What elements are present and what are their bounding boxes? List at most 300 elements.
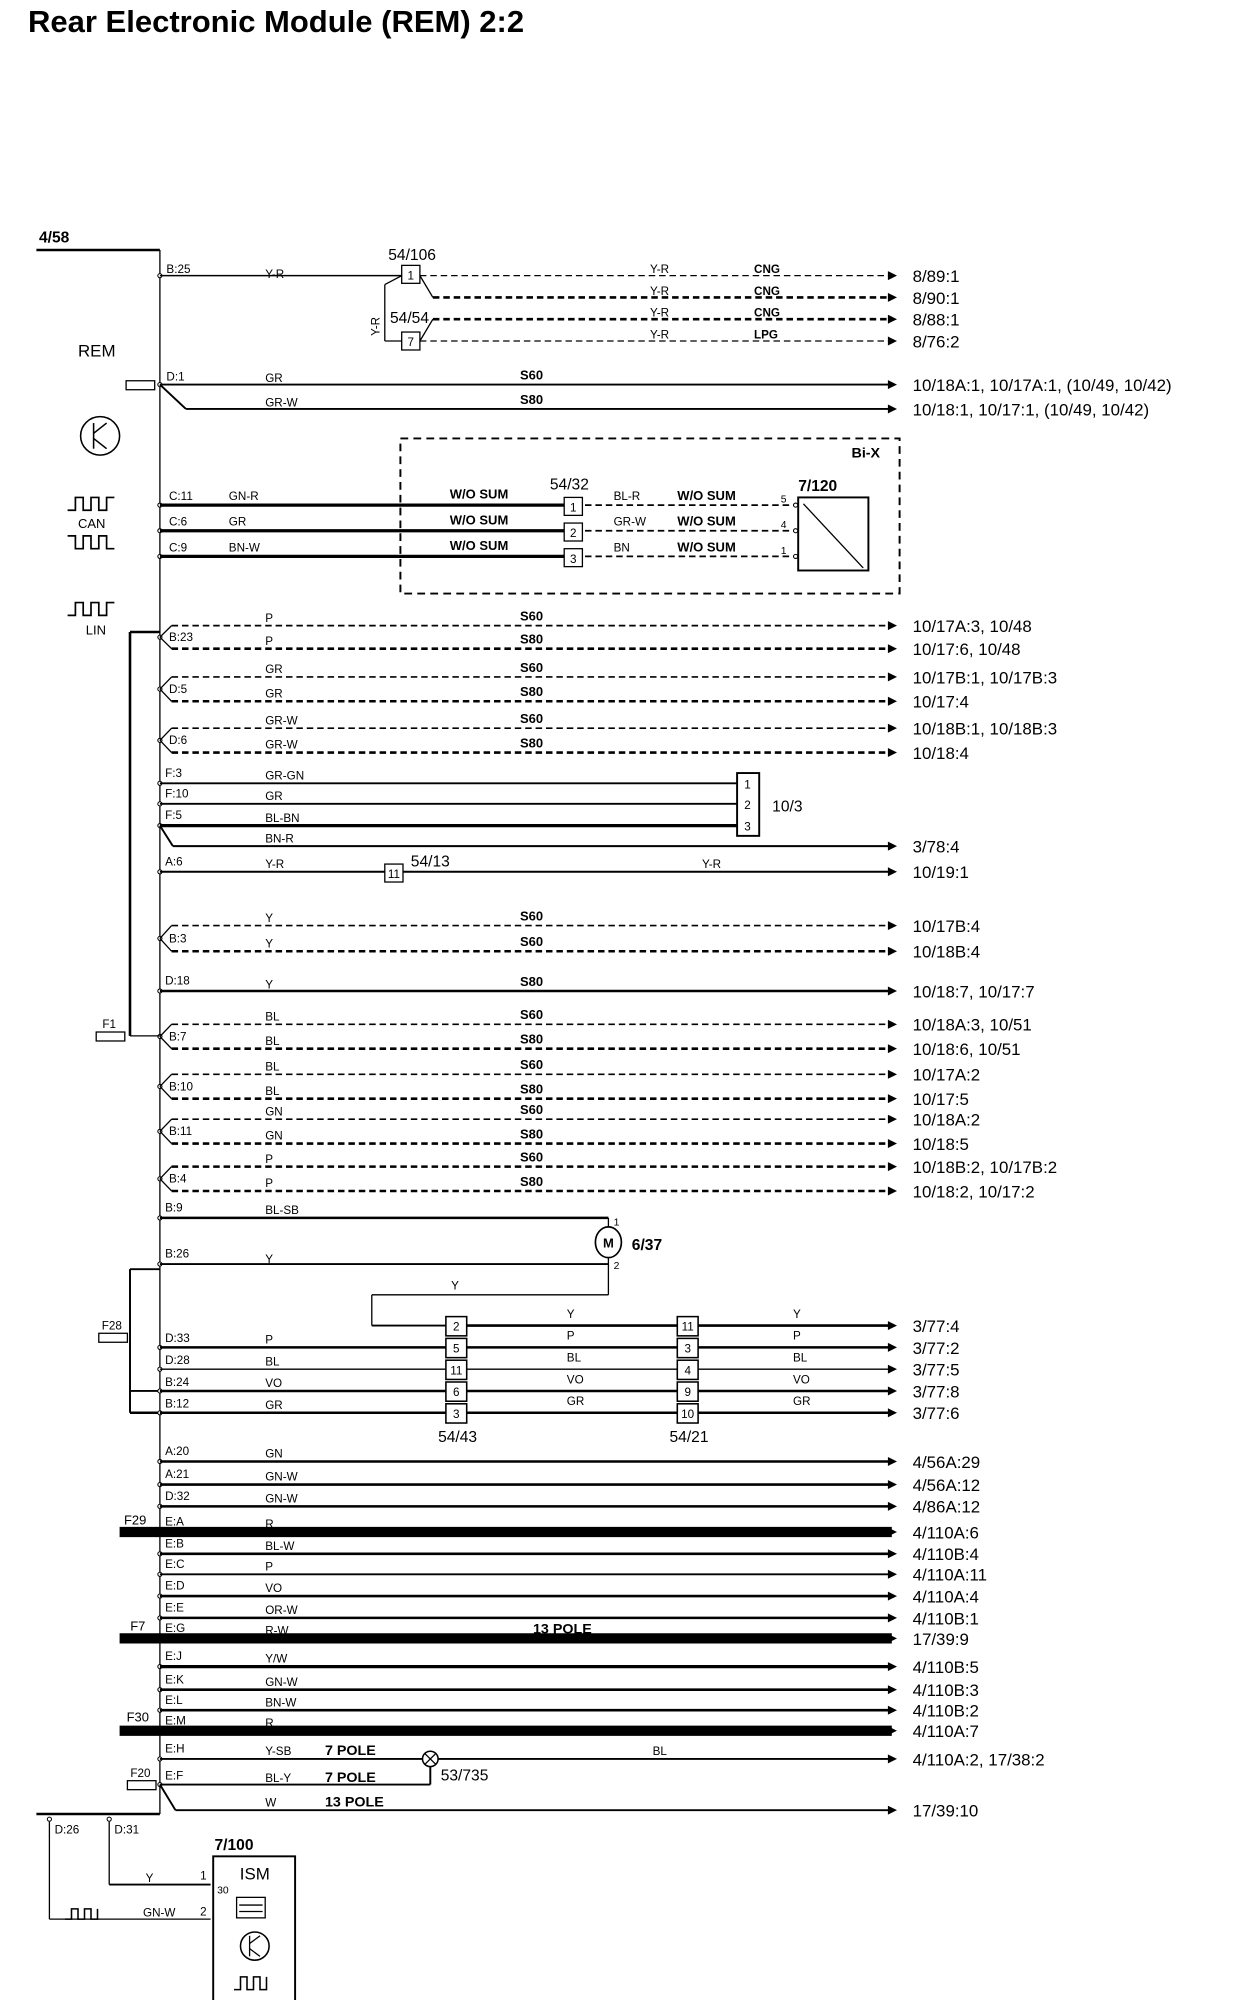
pin-terminal [47, 1817, 51, 1821]
variant-label: CNG [754, 284, 780, 298]
pin-terminal [794, 554, 798, 558]
connector-pin-number: 3 [570, 552, 577, 566]
pin-label: F:3 [165, 766, 182, 780]
pin-terminal [794, 529, 798, 533]
motor-symbol: M [602, 1235, 614, 1251]
pin-number: 1 [200, 1869, 207, 1883]
arrow-icon [888, 672, 897, 681]
destination-label: 10/18B:1, 10/18B:3 [912, 719, 1058, 739]
fuse-label: F20 [130, 1766, 151, 1780]
pin-label: D:28 [165, 1354, 190, 1368]
destination-label: 8/90:1 [912, 288, 960, 308]
pin-label: C:6 [169, 515, 188, 529]
wire-color-label: Y [265, 911, 274, 925]
connector-pin-number: 3 [453, 1407, 460, 1421]
variant-label: S60 [520, 1057, 544, 1073]
variant-label: S80 [520, 1031, 544, 1047]
connector-pin-number: 1 [570, 501, 577, 515]
connector-pin-number: 5 [453, 1342, 460, 1356]
destination-label: 8/76:2 [912, 332, 960, 352]
module-name: REM [78, 341, 116, 361]
wire-color-label: GR [228, 515, 247, 529]
wire-color-label: Y/W [265, 1652, 288, 1666]
variant-label: W/O SUM [677, 513, 736, 529]
pin-label: B:10 [169, 1080, 194, 1094]
variant-label: S80 [520, 631, 544, 647]
wire-color-label: GN [265, 1447, 283, 1461]
destination-label: 3/78:4 [912, 837, 960, 857]
wire-color-label: GN-W [265, 1470, 298, 1484]
variant-label: S80 [520, 1081, 544, 1097]
control-unit-box [798, 497, 868, 570]
destination-label: 17/39:10 [912, 1801, 979, 1821]
destination-label: 10/18A:2 [912, 1110, 981, 1130]
destination-label: 4/110A:2, 17/38:2 [912, 1750, 1045, 1770]
arrow-icon [888, 921, 897, 930]
wire-color-label: BL-SB [265, 1204, 299, 1218]
arrow-icon [888, 1570, 897, 1579]
wire-color-label: Y-R [650, 306, 670, 320]
destination-label: 10/18A:3, 10/51 [912, 1015, 1032, 1035]
pin-label: E:L [165, 1693, 183, 1707]
connector-label: 4/58 [39, 229, 70, 247]
connector-pin-number: 4 [684, 1364, 691, 1378]
wire-color-label: BL [566, 1351, 582, 1365]
transistor-icon [81, 417, 120, 455]
variant-label: 13 POLE [533, 1621, 592, 1638]
pin-label: E:C [165, 1557, 185, 1571]
destination-label: 10/18B:4 [912, 942, 981, 962]
pin-label: B:3 [169, 932, 187, 946]
variant-label: S60 [520, 934, 544, 950]
arrow-icon [888, 697, 897, 706]
variant-label: W/O SUM [677, 488, 736, 503]
wire-color-label: GR-W [265, 396, 298, 410]
wire-color-label: Y-R [650, 284, 670, 298]
destination-label: 17/39:9 [912, 1629, 969, 1649]
wire-color-label: BL [265, 1034, 280, 1048]
destination-label: 4/110A:4 [912, 1587, 979, 1607]
destination-label: 10/17A:3, 10/48 [912, 617, 1032, 636]
fuse-label: F30 [126, 1709, 150, 1725]
connector-pin-number: 9 [684, 1386, 691, 1400]
wire-color-label: Y-R [265, 268, 285, 282]
arrow-icon [888, 867, 897, 876]
arrow-icon [888, 337, 897, 346]
wire-color-label: GR-W [265, 738, 298, 752]
fuse-label: F7 [130, 1618, 146, 1634]
destination-label: 10/19:1 [912, 863, 969, 883]
connector-pin-number: 6 [453, 1386, 460, 1400]
wire-color-label: BL-R [613, 490, 641, 503]
connector-label: 54/21 [669, 1429, 709, 1447]
variant-label: S60 [520, 908, 544, 924]
pin-label: D:33 [165, 1332, 190, 1346]
connector-pin-number: 2 [570, 527, 577, 541]
arrow-icon [888, 1613, 897, 1622]
wire-color-label: Y [265, 1252, 274, 1266]
arrow-icon [888, 1070, 897, 1079]
destination-label: 10/17A:2 [912, 1065, 981, 1085]
wire-color-label: Y-R [369, 317, 383, 336]
pin-label: A:20 [165, 1445, 190, 1459]
variant-label: W/O SUM [449, 512, 509, 528]
wire-color-label: GR-GN [265, 769, 305, 783]
wire-color-label: Y-R [702, 857, 722, 871]
wire [160, 385, 186, 409]
wire-color-label: Y-R [650, 263, 670, 277]
wire-color-label: BN [613, 541, 630, 555]
transistor-icon [94, 438, 107, 448]
lin-label: LIN [85, 622, 107, 638]
connector-pin-number: 11 [681, 1320, 694, 1334]
lin-signal-icon [68, 603, 115, 616]
wire-color-label: P [265, 634, 274, 648]
wire-color-label: GR [265, 687, 283, 701]
wire-color-label: Y-SB [265, 1745, 292, 1759]
fuse-icon [99, 1333, 128, 1342]
wire [420, 276, 433, 298]
pin-terminal [107, 1817, 111, 1821]
destination-label: 10/18B:2, 10/17B:2 [912, 1158, 1058, 1178]
pin-label: B:23 [169, 631, 194, 644]
destination-label: 4/110B:2 [912, 1701, 979, 1721]
wire-color-label: BN-R [265, 832, 294, 846]
connector-pin-number: 1 [744, 778, 751, 792]
wire-color-label: Y-R [650, 328, 670, 342]
pin-label: E:K [165, 1673, 184, 1687]
destination-label: 10/17:5 [912, 1090, 969, 1110]
wire-color-label: GN [265, 1129, 283, 1143]
connector-pin-number: 3 [684, 1342, 691, 1356]
destination-label: 10/18A:1, 10/17A:1, (10/49, 10/42) [912, 376, 1172, 395]
destination-label: 4/110A:7 [912, 1722, 979, 1742]
arrow-icon [888, 1806, 897, 1815]
wire-color-label: P [793, 1329, 801, 1343]
wire-color-label: P [265, 1333, 274, 1347]
variant-label: S60 [520, 659, 544, 675]
arrow-icon [888, 1706, 897, 1715]
arrow-icon [888, 271, 897, 280]
pin-label: D:32 [165, 1490, 190, 1503]
pin-label: C:9 [169, 541, 188, 555]
pin-number: 30 [217, 1885, 229, 1897]
wire-color-label: VO [793, 1373, 810, 1387]
variant-label: CNG [754, 263, 780, 277]
arrow-icon [888, 380, 897, 389]
variant-label: S80 [520, 1173, 544, 1189]
component-label: 7/100 [214, 1837, 254, 1854]
wire-color-label: BL [265, 1355, 280, 1369]
arrow-icon [888, 1020, 897, 1029]
arrow-icon [888, 1726, 897, 1735]
destination-label: 4/110A:11 [912, 1565, 988, 1585]
arrow-icon [888, 1162, 897, 1171]
destination-label: 4/56A:29 [912, 1452, 981, 1472]
wire-color-label: Y [145, 1872, 154, 1885]
pin-label: F:5 [165, 809, 182, 823]
pin-label: B:12 [165, 1397, 190, 1411]
destination-label: 10/18:6, 10/51 [912, 1040, 1021, 1060]
variant-label: S60 [520, 608, 544, 624]
pin-label: E:G [165, 1622, 186, 1635]
wire-color-label: GR [265, 372, 283, 386]
wire-color-label: Y [265, 937, 274, 951]
unit-pin-number: 1 [780, 545, 787, 557]
wire-color-label: R [265, 1716, 274, 1730]
page-title: Rear Electronic Module (REM) 2:2 [28, 4, 525, 39]
wire-color-label: GR-W [265, 714, 298, 728]
wire-color-label: GR [793, 1395, 811, 1409]
wire [160, 826, 173, 847]
arrow-icon [888, 1528, 897, 1537]
arrow-icon [888, 748, 897, 757]
connector-label: 54/106 [388, 247, 436, 265]
wire-color-label: P [265, 611, 274, 625]
pin-number: 2 [613, 1261, 620, 1273]
connector-label: 10/3 [772, 798, 803, 816]
pin-label: B:7 [169, 1030, 187, 1044]
arrow-icon [888, 1321, 897, 1330]
can-signal-icon [68, 536, 115, 549]
pin-number: 1 [613, 1217, 620, 1229]
arrow-icon [888, 1044, 897, 1053]
pin-label: D:1 [166, 370, 185, 384]
wire-color-label: GR [265, 790, 283, 803]
arrow-icon [888, 621, 897, 630]
wire-color-label: VO [265, 1582, 283, 1596]
wire-color-label: VO [566, 1373, 584, 1387]
ism-label: ISM [239, 1864, 270, 1884]
variant-label: CNG [754, 306, 780, 320]
arrow-icon [888, 1408, 897, 1417]
destination-label: 3/77:4 [912, 1317, 960, 1336]
arrow-icon [888, 1186, 897, 1195]
arrow-icon [888, 404, 897, 413]
arrow-icon [888, 947, 897, 956]
connector-label: 54/13 [410, 853, 450, 871]
wire-color-label: W [265, 1796, 277, 1810]
connector-pin-number: 3 [744, 820, 751, 834]
destination-label: 3/77:6 [912, 1404, 960, 1424]
pin-label: E:E [165, 1601, 184, 1615]
unit-pin-number: 5 [780, 494, 787, 506]
destination-label: 4/86A:12 [912, 1497, 981, 1517]
destination-label: 3/77:2 [912, 1338, 960, 1358]
pin-label: E:A [165, 1515, 184, 1529]
control-unit-label: 7/120 [798, 478, 838, 495]
destination-label: 10/17B:1, 10/17B:3 [912, 668, 1058, 688]
destination-label: 10/18:4 [912, 744, 969, 763]
destination-label: 3/77:8 [912, 1382, 960, 1402]
pin-label: E:D [165, 1579, 185, 1593]
pin-label: B:4 [169, 1172, 187, 1186]
variant-label: 13 POLE [325, 1794, 384, 1811]
connector-label: 54/54 [390, 310, 430, 328]
arrow-icon [888, 1662, 897, 1671]
arrow-icon [888, 1365, 897, 1374]
destination-label: 10/18:2, 10/17:2 [912, 1182, 1035, 1202]
wire-color-label: GR [265, 1398, 283, 1412]
pin-label: E:H [165, 1742, 185, 1756]
destination-label: 8/88:1 [912, 310, 960, 330]
variant-label: S60 [520, 711, 544, 727]
arrow-icon [888, 644, 897, 653]
destination-label: 10/18:7, 10/17:7 [912, 982, 1035, 1002]
pin-label: D:26 [54, 1823, 80, 1837]
pin-label: B:9 [165, 1201, 183, 1215]
wire-color-label: BL [265, 1060, 280, 1074]
destination-label: 4/110B:3 [912, 1681, 979, 1701]
arrow-icon [888, 293, 897, 302]
arrow-icon [888, 1754, 897, 1763]
wire-color-label: BN-W [265, 1696, 297, 1710]
pin-label: D:31 [114, 1823, 140, 1837]
pin-label: E:M [165, 1714, 186, 1728]
variant-label: S80 [520, 391, 544, 407]
wire-color-label: BN-W [228, 541, 260, 555]
arrow-icon [888, 724, 897, 733]
wire-color-label: GN-W [265, 1492, 298, 1506]
wire-color-label: Y [265, 978, 274, 992]
wire-color-label: BL [265, 1084, 280, 1098]
wire-color-label: BL [793, 1351, 808, 1365]
can-label: CAN [78, 516, 106, 532]
fuse-icon [126, 381, 155, 390]
variant-label: S80 [520, 684, 544, 700]
wire [160, 1785, 176, 1811]
wire-color-label: BL [652, 1745, 667, 1759]
arrow-icon [888, 1592, 897, 1601]
fuse-label: F29 [123, 1512, 147, 1528]
pin-label: B:24 [165, 1375, 190, 1389]
wire-color-label: GN-W [142, 1906, 176, 1920]
connector-pin-number: 7 [407, 336, 415, 350]
variant-label: S80 [520, 735, 544, 751]
wire-color-label: Y-R [265, 857, 285, 871]
pin-label: E:F [165, 1769, 184, 1783]
arrow-icon [888, 842, 897, 851]
wire-color-label: GN [265, 1105, 283, 1119]
wire-color-label: BL-BN [265, 811, 300, 825]
connector-pin-number: 2 [453, 1320, 460, 1334]
destination-label: 3/77:5 [912, 1360, 960, 1380]
destination-label: 4/110B:4 [912, 1545, 979, 1565]
component-label: 6/37 [631, 1237, 663, 1254]
arrow-icon [888, 1480, 897, 1489]
arrow-icon [888, 1386, 897, 1395]
wire-color-label: R [265, 1518, 274, 1532]
pin-label: E:B [165, 1537, 184, 1551]
destination-label: 10/17:4 [912, 692, 969, 712]
pin-label: D:18 [165, 974, 190, 988]
pin-label: B:26 [165, 1247, 190, 1261]
fuse-label: F1 [102, 1018, 117, 1032]
pin-terminal [794, 503, 798, 507]
destination-label: 8/89:1 [912, 267, 960, 287]
can-signal-icon [68, 497, 115, 510]
variant-label: S60 [520, 1102, 544, 1118]
variant-label: LPG [754, 328, 779, 342]
pin-label: A:21 [165, 1468, 190, 1482]
arrow-icon [888, 1343, 897, 1352]
variant-label: 7 POLE [325, 1743, 376, 1760]
fuse-icon [96, 1032, 125, 1041]
connector-pin-number: 10 [681, 1407, 695, 1421]
destination-label: 4/56A:12 [912, 1476, 981, 1495]
variant-label: W/O SUM [677, 539, 736, 555]
arrow-icon [888, 1685, 897, 1694]
connector-pin-number: 1 [407, 269, 415, 283]
variant-label: S60 [520, 1007, 544, 1023]
wire-color-label: Y [566, 1307, 575, 1321]
pin-label: F:10 [165, 787, 189, 801]
destination-label: 10/17B:4 [912, 917, 981, 936]
wire-color-label: GR-W [613, 515, 647, 529]
arrow-icon [888, 1139, 897, 1148]
connector-label: 54/32 [549, 476, 589, 494]
destination-label: 4/110A:6 [912, 1523, 979, 1543]
wire-color-label: GR [265, 663, 283, 677]
pin-label: E:J [165, 1650, 182, 1664]
lin-signal-icon [65, 1909, 98, 1919]
variant-label: 7 POLE [325, 1770, 376, 1786]
pin-label: B:11 [169, 1125, 193, 1139]
fuse-icon [127, 1781, 156, 1790]
pin-number: 2 [200, 1905, 207, 1919]
wire-color-label: Y [793, 1307, 801, 1321]
destination-label: 4/110B:1 [912, 1609, 979, 1629]
destination-label: 4/110B:5 [912, 1658, 979, 1677]
fuse-label: F28 [101, 1319, 122, 1333]
wire-color-label: P [265, 1560, 274, 1574]
wire-color-label: GR [566, 1395, 585, 1409]
transistor-icon [94, 423, 107, 433]
connector-label: 54/43 [438, 1429, 478, 1447]
pin-label: B:25 [166, 263, 191, 277]
connector-pin-number: 11 [387, 868, 400, 882]
wire-color-label: Y [451, 1279, 459, 1293]
pin-label: D:6 [169, 734, 188, 748]
wire-color-label: P [566, 1329, 575, 1343]
destination-label: 10/18:5 [912, 1135, 969, 1154]
destination-label: 10/18:1, 10/17:1, (10/49, 10/42) [912, 400, 1150, 420]
pin-label: A:6 [165, 855, 183, 869]
wire-color-label: GN-R [228, 490, 259, 503]
variant-label: S80 [520, 1126, 544, 1142]
arrow-icon [888, 1549, 897, 1558]
arrow-icon [888, 986, 897, 995]
connector-pin-number: 11 [450, 1364, 463, 1378]
wire-color-label: BL [265, 1010, 280, 1024]
connector-pin-number: 2 [744, 799, 751, 812]
arrow-icon [888, 1115, 897, 1124]
variant-label: W/O SUM [449, 538, 509, 553]
wire-color-label: GN-W [265, 1675, 298, 1689]
arrow-icon [888, 1457, 897, 1466]
wire [385, 276, 402, 285]
wire-color-label: OR-W [265, 1604, 298, 1618]
wire-color-label: BL-W [265, 1540, 295, 1553]
wire-color-label: BL-Y [265, 1772, 292, 1785]
arrow-icon [888, 1634, 897, 1643]
wire-color-label: VO [265, 1377, 283, 1391]
wire-color-label: R-W [265, 1624, 289, 1638]
variant-label: S60 [520, 1149, 544, 1165]
wire-color-label: P [265, 1152, 274, 1166]
destination-label: 10/17:6, 10/48 [912, 640, 1021, 660]
bix-label: Bi-X [851, 445, 881, 462]
